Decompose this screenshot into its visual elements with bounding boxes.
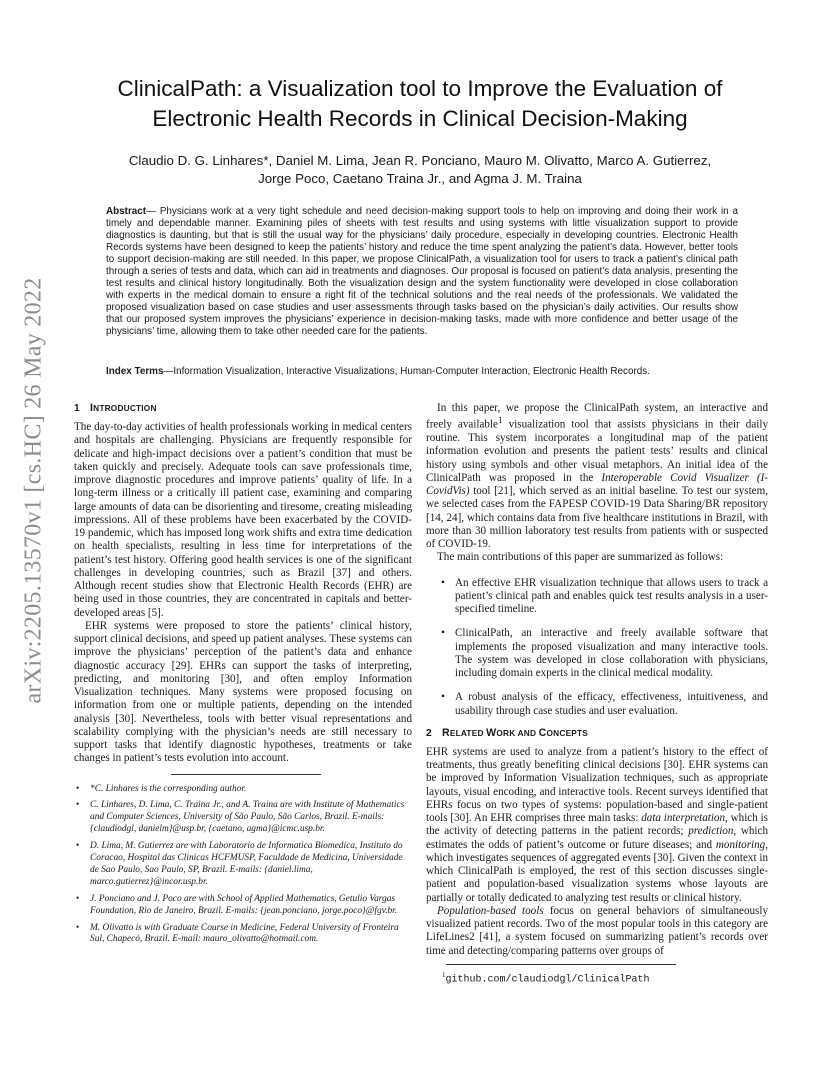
section-heading-introduction bbox=[74, 402, 412, 415]
bullet-icon: • bbox=[441, 691, 445, 704]
footnote-item bbox=[74, 800, 412, 836]
authors-line-1: Claudio D. G. Linhares*, Daniel M. Lima, Jean R. Ponciano, Mauro M. Olivatto, Marco A. Gutierrez, bbox=[128, 153, 712, 168]
paper-title bbox=[100, 74, 740, 134]
repository-link[interactable]: github.com/claudiodgl/ClinicalPath bbox=[445, 974, 650, 986]
abstract bbox=[106, 206, 738, 339]
list-item bbox=[426, 627, 768, 680]
section-number: 2 bbox=[426, 727, 432, 739]
heading-rest: ONCEPTS bbox=[546, 727, 589, 738]
heading-initial: I bbox=[90, 402, 94, 414]
title-line-2: Electronic Health Records in Clinical Decision-Making bbox=[152, 106, 688, 131]
text-run: , which is the activity of detecting patterns in the patient records; bbox=[426, 812, 768, 838]
bullet-icon: • bbox=[441, 627, 445, 640]
abstract-label: Abstract bbox=[106, 206, 147, 217]
text-run: focus on general behaviors of simultaneously visualized patient records. Two of the most popular tools in this category are LifeLines2 [41], a system focused on summarizing patient’s records over time and detecting/comparing patterns over groups of bbox=[426, 904, 769, 957]
heading-initial: W bbox=[486, 726, 497, 739]
list-item-text: A robust analysis of the efficacy, effectiveness, intuitiveness, and usability through case studies and user evaluation. bbox=[455, 691, 768, 717]
bullet-icon: • bbox=[76, 922, 80, 933]
footnote-mark: 1 bbox=[442, 970, 446, 979]
text-run: In this paper, we propose the ClinicalPath system, an interactive and freely available bbox=[426, 402, 768, 431]
intro-paragraph-2: EHR systems were proposed to store the patients’ clinical history, support clinical decisions, and speed up patient analyses. These systems can improve the physicians’ perception of the patient’s data and enhance diagnostic accuracy [29]. EHRs can support the tasks of interpreting, predicting, and monitoring [30], and often employ Information Visualization techniques. Many systems were proposed focusing on information from one or multiple patients, depending on the intended analysis [30]. Nevertheless, tools with better visual representations and scalability complying with the physician’s needs are still necessary to support tasks that identify diagnostic hypotheses, treatments or take changes in patient’s tests evolution into account. bbox=[74, 619, 412, 765]
text-run: , which investigates sequences of aggregated events [30]. Given the context in which ClinicalPath is employed, the rest of this section discusses single-patient and population-based visualization systems whose layouts are partially or totally dedicated to analyzing test results or clinical history. bbox=[426, 838, 768, 904]
heading-initial: C bbox=[538, 726, 547, 739]
right-column bbox=[426, 402, 768, 986]
footnote-text: *C. Linhares is the corresponding author. bbox=[90, 783, 247, 794]
bullet-icon: • bbox=[441, 576, 445, 589]
intro-paragraph-1: The day-to-day activities of health professionals working in medical centers and hospitals are challenging. Physicians are frequently responsible for delicate and high-impact decisions over a patient’s condition that must be taken quickly and precisely. Adequate tools can save professionals time, improve diagnostic procedures and improve patients’ quality of life. In a long-term illness or a critically ill patient case, examining and comparing large amounts of data can be disorienting and tiresome, creating misleading impressions. All of these problems have been exacerbated by the COVID-19 pandemic, which has imposed long work shifts and extra time dedication on health specialists, resulting in less time for interpretations of the patient’s test history. Offering good health services is one of the significant challenges in developing countries, such as Brazil [37] and others. Although recent studies show that Electronic Health Records (EHR) are being used in those countries, they are concentrated in capitals and better-developed areas [5]. bbox=[74, 421, 412, 619]
index-terms-label: Index Terms bbox=[106, 366, 164, 377]
text-run: , which estimates the odds of patient’s outcome or future diseases; and bbox=[426, 825, 768, 851]
index-terms bbox=[106, 366, 738, 378]
italic-run: prediction bbox=[688, 825, 734, 838]
footnote-mark: 1 bbox=[497, 416, 503, 427]
footnote-text: J. Ponciano and J. Poco are with School of Applied Mathematics, Getulio Vargas Foundation, Rio de Janeiro, Brazil. E-mails: {jean.ponciano, jorge.poco}@fgv.br. bbox=[90, 893, 398, 916]
abstract-text: — Physicians work at a very tight schedule and need decision-making support tools to help on improving and doing their work in a timely and dependable manner. Examining piles of sheets with test results and using systems with little visualization support to provide diagnostics is daunting, but that is still the usual way for the physicians’ daily procedure, especially in developing countries. Electronic Health Records systems have been designed to keep the patients’ history and reduce the time spent analyzing the patient’s data. However, better tools to support decision-making are still needed. In this paper, we propose ClinicalPath, a visualization tool for users to track a patient’s clinical path through a series of tests and data, which can aid in treatments and diagnoses. Our proposal is focused on patient’s data analysis, presenting the test results and clinical history longitudinally. Both the visualization design and the system functionality were developed in close collaboration with experts in the medical domain to ensure a right fit of the technical solutions and the real needs of the professionals. We validated the proposed visualization based on case studies and user assessments through tasks based on the physician’s daily activities. Our results show that our proposed system improves the physicians’ experience in decision-making tasks, made with more confidence and better usage of the physicians’ time, allowing them to take other needed care for the patients. bbox=[106, 206, 738, 338]
footnote-item bbox=[74, 841, 412, 889]
url-footnote bbox=[426, 969, 768, 986]
contributions-list bbox=[426, 577, 768, 718]
heading-rest: ORK AND bbox=[496, 727, 539, 738]
footnote-item bbox=[74, 784, 412, 796]
related-paragraph-1 bbox=[426, 746, 768, 905]
italic-run: Population-based tools bbox=[437, 904, 544, 917]
heading-rest: NTRODUCTION bbox=[93, 403, 157, 413]
list-item-text: An effective EHR visualization technique that allows users to track a patient’s clinical path and enables quick test results analysis in a user-specified timeline. bbox=[455, 576, 768, 616]
footnote-text: D. Lima, M. Gutierrez are with Laboratorio de Informatica Biomedica, Instituto do Coracao, Hospital das Clinicas HCFMUSP, Faculdade de Medicina, Universidade de Sao Paulo, Sao Paulo, SP, Brazil. E-mails: {daniel.lima, marco.gutierrez}@incor.usp.br. bbox=[90, 841, 403, 887]
author-list bbox=[100, 152, 740, 188]
italic-run: monitoring bbox=[715, 838, 766, 851]
footnote-divider bbox=[446, 964, 676, 965]
heading-rest: ELATED bbox=[449, 727, 487, 738]
affiliation-footnotes bbox=[74, 784, 412, 947]
arxiv-stamp bbox=[18, 276, 50, 704]
list-item bbox=[426, 577, 768, 617]
list-item-text: ClinicalPath, an interactive and freely available software that implements the proposed visualization and many interactive tools. The system was developed in close collaboration with physicians, including domain experts in the clinical medical modality. bbox=[455, 627, 768, 680]
index-terms-text: —Information Visualization, Interactive Visualizations, Human-Computer Interaction, Electronic Health Records. bbox=[163, 366, 650, 377]
italic-run: data interpretation bbox=[641, 812, 726, 825]
list-item bbox=[426, 691, 768, 718]
bullet-icon: • bbox=[76, 893, 80, 904]
section-number: 1 bbox=[74, 403, 80, 414]
text-run: tool [21], which served as an initial baseline. To test our system, we selected cases from the FAPESP COVID-19 Data Sharing/BR repository [14, 24], which contains data from five healthcare institutions in Brazil, with more than 30 million laboratory test results from patients with or suspected of COVID-19. bbox=[426, 485, 768, 551]
footnote-text: M. Olivatto is with Graduate Course in Medicine, Federal University of Fronteira Sul, Chapecó, Brazil. E-mail: mauro_olivatto@hotmail.com. bbox=[90, 922, 399, 945]
footnote-item bbox=[74, 923, 412, 947]
heading-initial: R bbox=[442, 726, 450, 739]
footnote-divider bbox=[171, 774, 321, 775]
text-run: EHR systems are used to analyze from a patient’s history to the effect of treatments, thus greatly benefiting clinical decisions [30]. EHR systems can be improved by Information Visualization techniques, such as appropriate layouts, visual encoding, and interactive tools. Recent surveys identified that EHRs focus on two types of systems: population-based and single-patient tools [30]. An EHR comprises three main tasks: bbox=[426, 745, 768, 825]
footnote-item bbox=[74, 894, 412, 918]
intro-paragraph-4: The main contributions of this paper are summarized as follows: bbox=[437, 551, 724, 564]
bullet-icon: • bbox=[76, 800, 80, 811]
authors-line-2: Jorge Poco, Caetano Traina Jr., and Agma J. M. Traina bbox=[258, 171, 582, 186]
related-paragraph-2 bbox=[426, 905, 768, 958]
section-heading-related-work bbox=[426, 727, 768, 740]
intro-paragraph-3 bbox=[426, 402, 768, 551]
title-line-1: ClinicalPath: a Visualization tool to Improve the Evaluation of bbox=[117, 76, 723, 101]
italic-run: Interoperable Covid Visualizer (I-CovidVis) bbox=[426, 471, 768, 498]
footnote-text: C. Linhares, D. Lima, C. Traina Jr., and A. Traina are with Institute of Mathematics and Computer Sciences, University of São Paulo, São Carlos, Brazil. E-mails: {claudiodgl, danielm}@usp.br, {caetano, agma}@icmc.usp.br. bbox=[90, 800, 405, 835]
left-column bbox=[74, 402, 412, 951]
bullet-icon: • bbox=[76, 841, 80, 852]
text-run: visualization tool that assists physicians in their daily routine. This system incorporates a longitudinal map of the patient information evolution and presents the patient tests’ results and clinical history using symbols and other visual metaphors. An initial idea of the ClinicalPath was proposed in the bbox=[426, 418, 768, 484]
arxiv-identifier: arXiv:2205.13570v1 [cs.HC] 26 May 2022 bbox=[20, 276, 47, 704]
bullet-icon: • bbox=[76, 783, 80, 794]
